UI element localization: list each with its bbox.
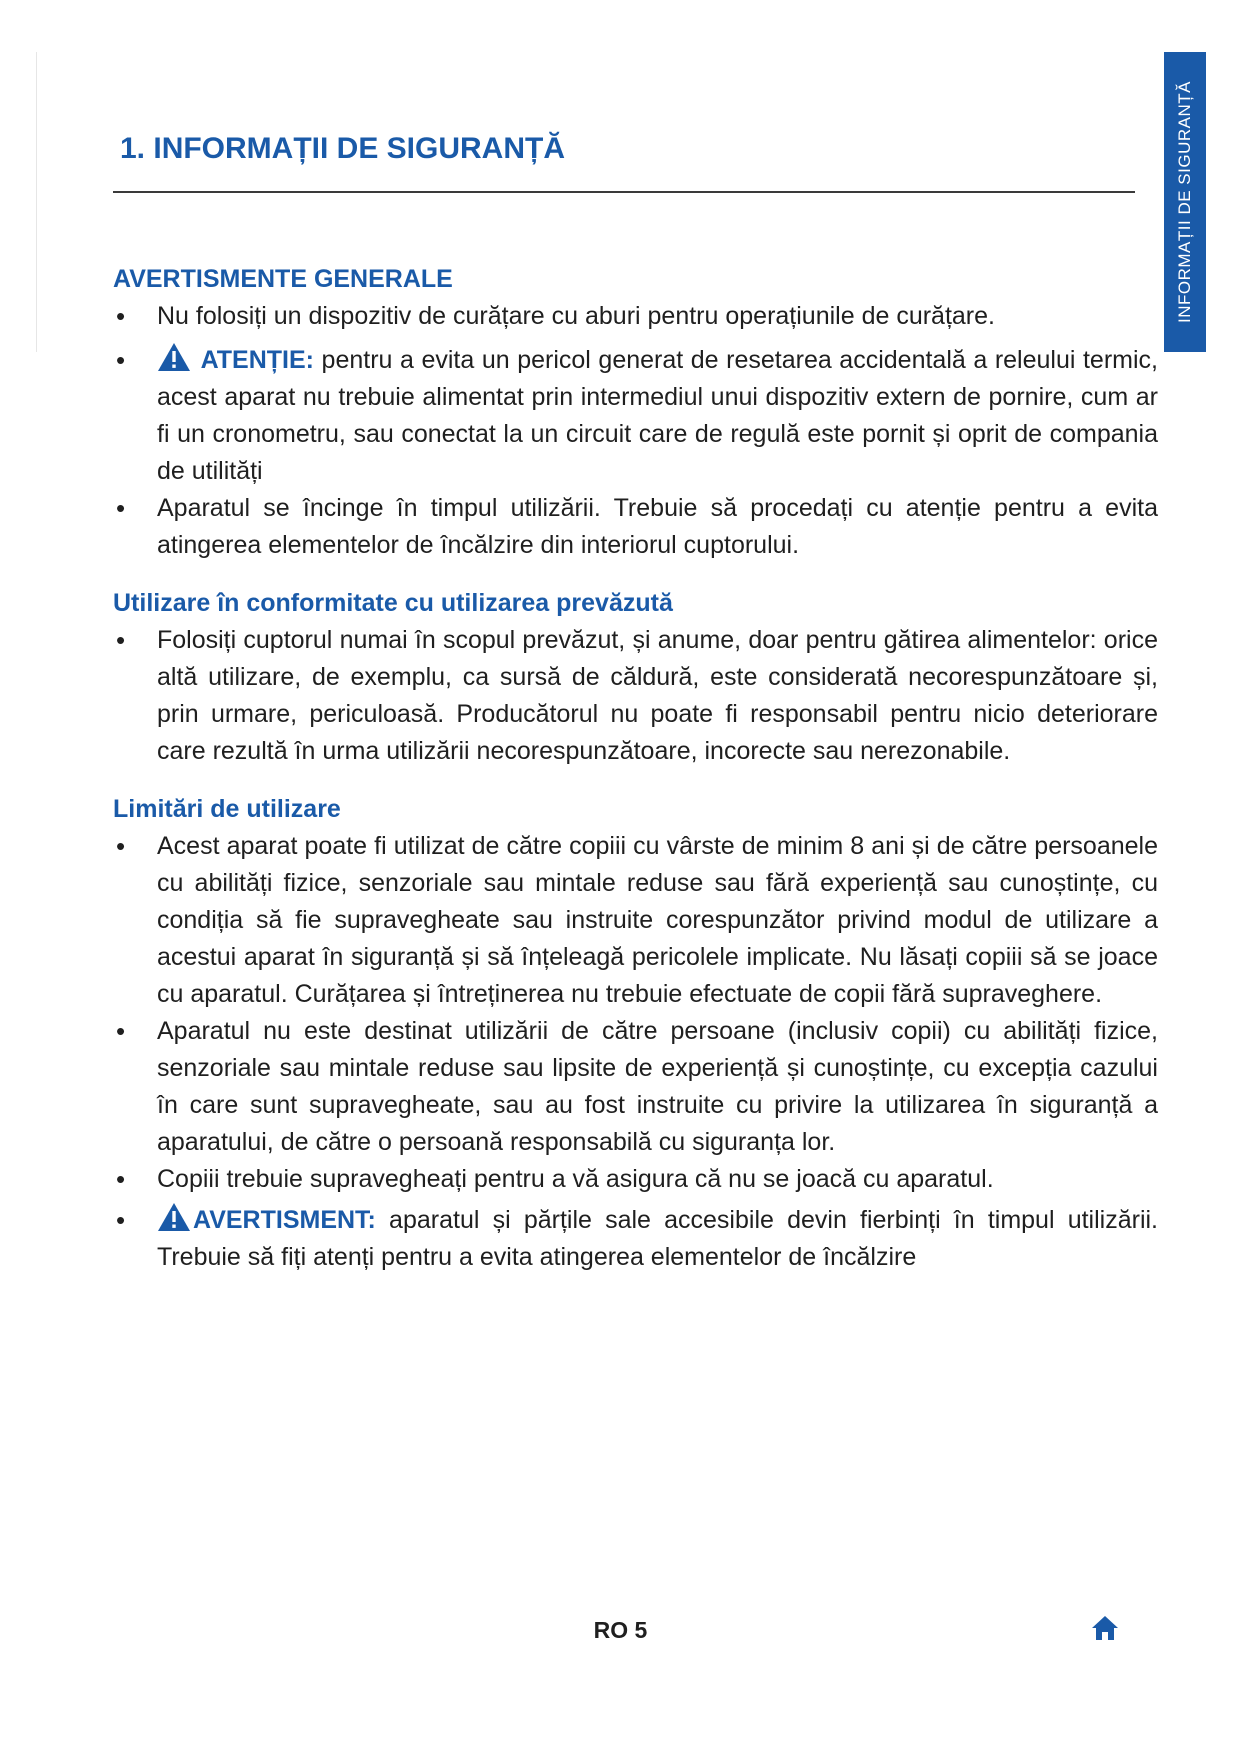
page-title: 1. INFORMAȚII DE SIGURANȚĂ <box>120 132 566 165</box>
bullet-list <box>113 622 1158 770</box>
title-divider <box>113 191 1135 193</box>
warning-keyword: ATENȚIE: <box>200 346 314 374</box>
list-item-text: pentru a evita un pericol generat de resetarea accidentală a releului termic, acest aparat nu trebuie alimentat prin intermediul unui dispozitiv extern de pornire, cum ar fi un cronometru, sau conectat la un circuit care de regulă este pornit și oprit de compania de utilități <box>157 346 1158 485</box>
list-item <box>113 1202 1158 1276</box>
section-intended-use <box>113 586 1158 770</box>
section-heading: Limitări de utilizare <box>113 795 341 823</box>
section-general-warnings <box>113 262 1158 564</box>
section-usage-limits <box>113 792 1158 1276</box>
list-item-text: Acest aparat poate fi utilizat de către copiii cu vârste de minim 8 ani și de către persoanele cu abilități fizice, senzoriale sau mintale reduse sau fără experiență sau cunoștințe, cu condiția să fie supravegheate sau instruite corespunzător privind modul de utilizare a acestui aparat în siguranță și să înțeleagă pericolele implicate. Nu lăsați copiii să se joace cu aparatul. Curățarea și întreținerea nu trebuie efectuate de copii fără supraveghere. <box>157 832 1158 1008</box>
list-item <box>113 828 1158 1013</box>
home-icon[interactable] <box>1090 1614 1120 1642</box>
page-number: RO 5 <box>593 1617 648 1643</box>
list-item <box>113 298 1158 335</box>
warning-triangle-icon <box>157 1202 191 1232</box>
bullet-list <box>113 828 1158 1276</box>
list-item <box>113 622 1158 770</box>
list-item-text: Nu folosiți un dispozitiv de curățare cu aburi pentru operațiunile de curățare. <box>157 302 995 330</box>
list-item <box>113 1013 1158 1161</box>
list-item-text: Folosiți cuptorul numai în scopul prevăzut, și anume, doar pentru gătirea alimentelor: orice altă utilizare, de exemplu, ca sursă de căldură, este considerată necorespunzătoare și, prin urmare, periculoasă. Producătorul nu poate fi responsabil pentru nicio deteriorare care rezultă în urma utilizării necorespunzătoare, incorecte sau nerezonabile. <box>157 626 1158 765</box>
warning-triangle-icon <box>157 342 191 372</box>
section-heading: Utilizare în conformitate cu utilizarea prevăzută <box>113 589 673 617</box>
document-body <box>113 262 1158 1276</box>
list-item <box>113 490 1158 564</box>
section-heading: AVERTISMENTE GENERALE <box>113 265 453 293</box>
list-item-text: Copiii trebuie supravegheați pentru a vă asigura că nu se joacă cu aparatul. <box>157 1165 994 1193</box>
list-item <box>113 1161 1158 1198</box>
list-item-text: Aparatul se încinge în timpul utilizării. Trebuie să procedați cu atenție pentru a evita atingerea elementelor de încălzire din interiorul cuptorului. <box>157 494 1158 559</box>
side-section-tab[interactable] <box>1164 52 1206 352</box>
list-item-text: Aparatul nu este destinat utilizării de către persoane (inclusiv copii) cu abilități fizice, senzoriale sau mintale reduse sau lipsite de experiență și cunoștințe, cu excepția cazului în care sunt supravegheate, sau au fost instruite cu privire la utilizarea în siguranță a aparatului, de către o persoană responsabilă cu siguranța lor. <box>157 1017 1158 1156</box>
list-item-text: aparatul și părțile sale accesibile devin fierbinți în timpul utilizării. Trebuie să fiți atenți pentru a evita atingerea elementelor de încălzire <box>157 1206 1158 1271</box>
left-margin-rule <box>36 52 37 352</box>
warning-keyword: AVERTISMENT: <box>193 1206 376 1234</box>
bullet-list <box>113 298 1158 564</box>
list-item <box>113 342 1158 490</box>
side-tab-label: INFORMAȚII DE SIGURANȚĂ <box>1175 81 1194 323</box>
